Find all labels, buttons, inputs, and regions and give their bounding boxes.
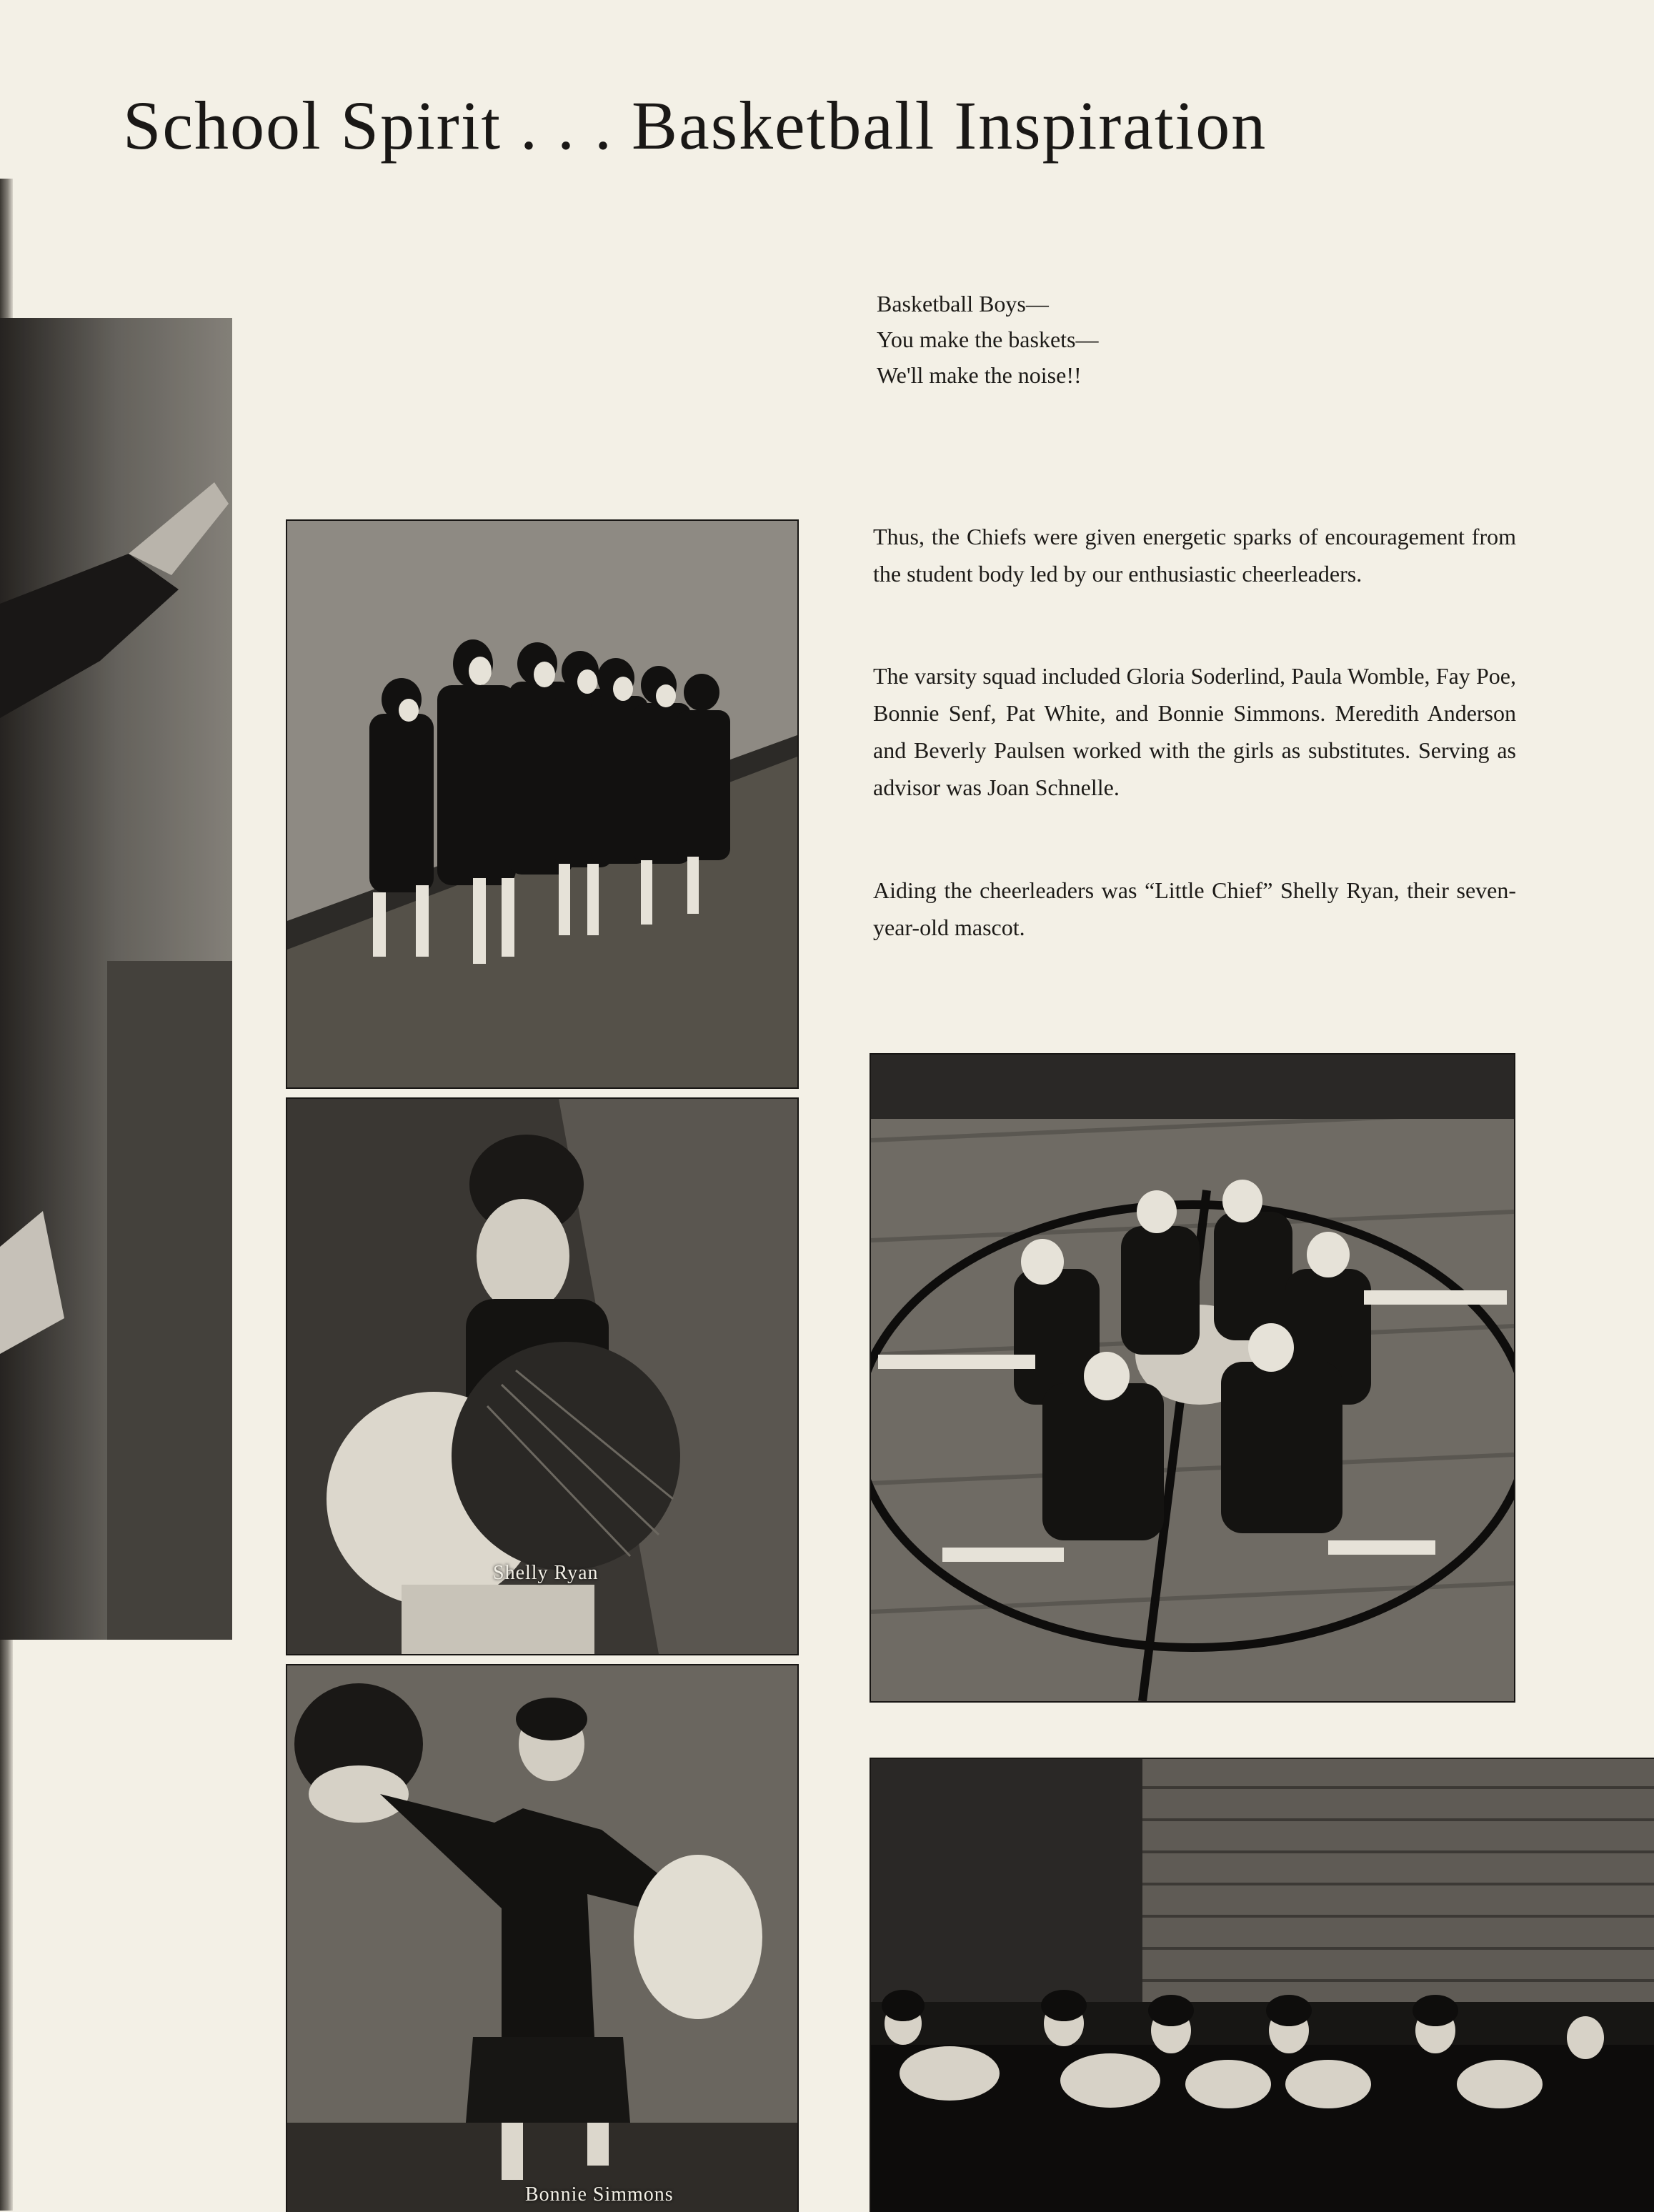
poem-line: We'll make the noise!! <box>877 362 1082 388</box>
photo-cheerleaders-court <box>870 1053 1515 1703</box>
poem-block <box>877 286 1099 393</box>
caption-bonnie-simmons: Bonnie Simmons <box>525 2183 674 2206</box>
poem-line: Basketball Boys— <box>877 291 1049 317</box>
photo-cheerleaders-floor <box>870 1758 1654 2212</box>
photo-cropped-cheerleader <box>0 318 232 1640</box>
page-title: School Spirit . . . Basketball Inspiration <box>123 87 1267 164</box>
poem-line: You make the baskets— <box>877 327 1099 352</box>
body-paragraph-mascot: Aiding the cheerleaders was “Little Chief” Shelly Ryan, their seven-year-old mascot. <box>873 877 1516 940</box>
body-paragraph-intro: Thus, the Chiefs were given energetic sparks of encouragement from the student body led by our enthusiastic cheerleaders. <box>873 524 1516 587</box>
photo-bonnie-simmons <box>286 1664 799 2212</box>
caption-shelly-ryan: Shelly Ryan <box>493 1562 599 1584</box>
photo-cheerleaders-wall <box>286 519 799 1089</box>
body-paragraph-squad: The varsity squad included Gloria Soderlind, Paula Womble, Fay Poe, Bonnie Senf, Pat White, and Bonnie Simmons. Meredith Anderson and Beverly Paulsen worked with the girls as substitutes. Serving as advisor was Joan Schnelle. <box>873 663 1516 800</box>
